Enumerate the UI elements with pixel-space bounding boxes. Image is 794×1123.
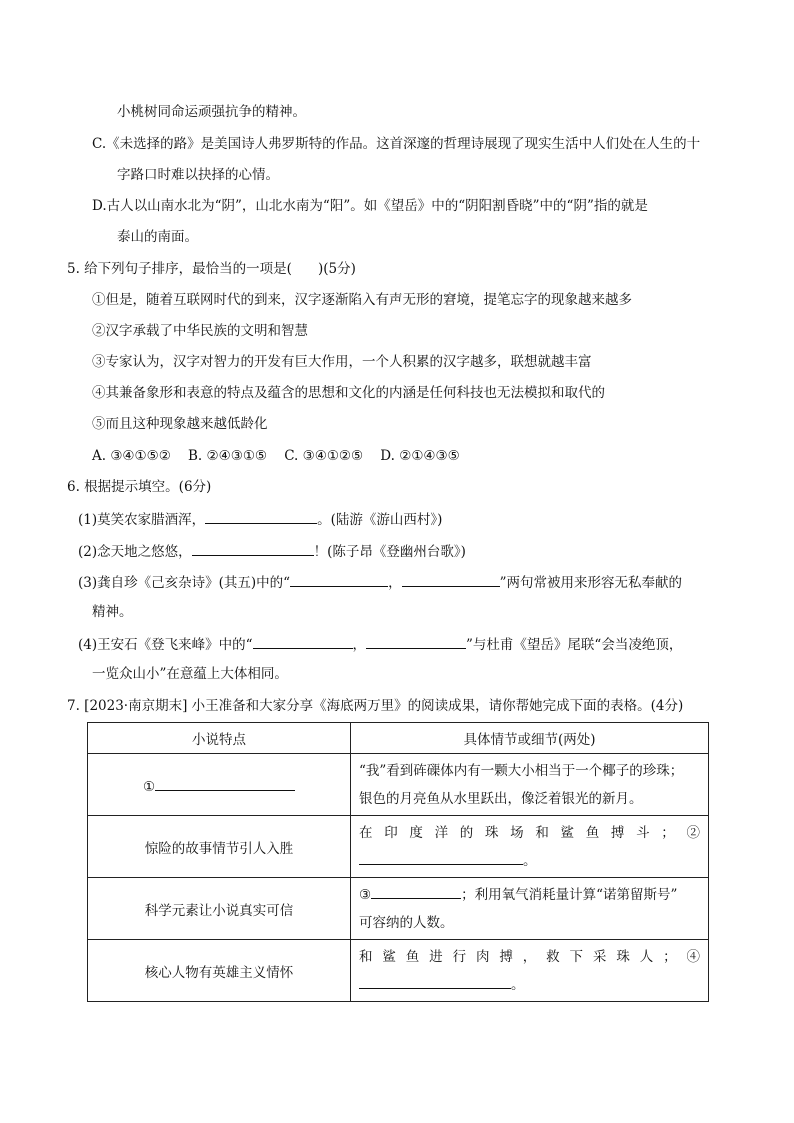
q5-sentence-5: ⑤而且这种现象越来越低龄化 — [92, 416, 268, 432]
q5-sentence-4: ④其兼备象形和表意的特点及蕴含的思想和文化的内涵是任何科技也无法模拟和取代的 — [92, 385, 605, 401]
table-cell-detail-1 — [351, 754, 709, 816]
detail-1-line1: “我”看到砗磲体内有一颗大小相当于一个椰子的珍珠； — [359, 762, 684, 779]
q6-item-4-prompt: (4)王安石《登飞来峰》中的“ — [78, 637, 253, 653]
table-cell-detail-3 — [351, 878, 709, 940]
q6-item-4-comma: ， — [352, 637, 367, 653]
q6-item-1-blank[interactable] — [205, 508, 317, 524]
q6-item-4-suffix: ”与杜甫《望岳》尾联“会当凌绝顶， — [466, 637, 683, 653]
q6-stem: 6. 根据提示填空。(6分) — [67, 479, 212, 495]
q7-stem: 7. [2023·南京期末] 小王准备和大家分享《海底两万里》的阅读成果，请你帮她完成下面的表格。(4分) — [67, 698, 684, 714]
q6-item-4 — [78, 633, 682, 655]
detail-4-line1: 和鲨鱼进行肉搏，救下采珠人；④ — [359, 948, 700, 965]
q6-item-3-prompt: (3)龚自珍《己亥杂诗》(其五)中的“ — [78, 575, 291, 591]
q6-item-1-source: 。(陆游《游山西村》) — [317, 512, 443, 528]
q5-points: )(5分) — [317, 261, 356, 277]
detail-2-period: 。 — [523, 852, 537, 869]
table-header-row — [88, 723, 709, 754]
table-blank-3[interactable] — [371, 883, 461, 899]
q6-item-2 — [78, 540, 466, 562]
table-cell-detail-4 — [351, 940, 709, 1002]
detail-3-text: ；利用氧气消耗量计算“诺第留斯号” — [461, 886, 678, 903]
table-cell-feature-3: 科学元素让小说真实可信 — [88, 878, 351, 940]
detail-1-line2: 银色的月亮鱼从水里跃出，像泛着银光的新月。 — [359, 790, 643, 807]
q5-sentence-3: ③专家认为，汉字对智力的开发有巨大作用，一个人积累的汉字越多，联想就越丰富 — [92, 354, 592, 370]
detail-2-line1: 在印度洋的珠场和鲨鱼搏斗；② — [359, 824, 700, 841]
q6-item-3 — [78, 571, 682, 593]
table-cell-feature-1 — [88, 754, 351, 816]
q4-option-c-line2: 字路口时难以抉择的心情。 — [117, 167, 279, 183]
table-row — [88, 940, 709, 1002]
q6-item-1-prompt: (1)莫笑农家腊酒浑， — [78, 512, 206, 528]
q6-item-1 — [78, 508, 442, 530]
table-cell-detail-2 — [351, 816, 709, 878]
table-blank-1[interactable] — [155, 775, 295, 791]
table-cell-feature-4: 核心人物有英雄主义情怀 — [88, 940, 351, 1002]
table-blank-2[interactable] — [359, 849, 523, 865]
q5-options: A. ③④①⑤② B. ②④③①⑤ C. ③④①②⑤ D. ②①④③⑤ — [92, 448, 460, 464]
q6-item-2-source: ！(陈子昂《登幽州台歌》) — [313, 544, 466, 560]
q6-item-4-blank-2[interactable] — [366, 633, 466, 649]
q6-item-3-blank-2[interactable] — [402, 571, 500, 587]
q6-item-3-cont: 精神。 — [92, 604, 133, 620]
blank-marker-3: ③ — [359, 886, 372, 903]
q6-item-3-suffix: ”两句常被用来形容无私奉献的 — [499, 575, 682, 591]
table-header-details: 具体情节或细节(两处) — [351, 723, 709, 754]
table-row — [88, 754, 709, 816]
q6-item-2-blank[interactable] — [192, 540, 314, 556]
q4-option-c-line1: C.《未选择的路》是美国诗人弗罗斯特的作品。这首深邃的哲理诗展现了现实生活中人们处在人生的十 — [92, 136, 701, 152]
q4-option-d-line1: D.古人以山南水北为“阴”，山北水南为“阳”。如《望岳》中的“阴阳割昏晓”中的“阴”指的就是 — [92, 198, 648, 214]
q7-table — [87, 722, 709, 1002]
detail-2-line2 — [359, 847, 700, 875]
q6-item-3-comma: ， — [388, 575, 402, 591]
q5-stem — [67, 259, 356, 279]
q5-sentence-1: ①但是，随着互联网时代的到来，汉字逐渐陷入有声无形的窘境，提笔忘字的现象越来越多 — [92, 292, 632, 308]
table-row — [88, 878, 709, 940]
detail-3-line2: 可容纳的人数。 — [359, 914, 454, 931]
detail-4-period: 。 — [511, 976, 525, 993]
q6-item-2-prompt: (2)念天地之悠悠， — [78, 544, 192, 560]
q4-option-d-line2: 泰山的南面。 — [117, 229, 198, 245]
q6-item-4-blank-1[interactable] — [253, 633, 353, 649]
table-cell-feature-2: 惊险的故事情节引人入胜 — [88, 816, 351, 878]
detail-3-line1 — [359, 881, 700, 909]
blank-marker-1: ① — [142, 778, 156, 795]
q5-stem-text: 5. 给下列句子排序，最恰当的一项是( — [67, 261, 292, 277]
table-row — [88, 816, 709, 878]
q4-option-b-continuation: 小桃树同命运顽强抗争的精神。 — [117, 104, 306, 120]
q6-item-4-cont: 一览众山小”在意蕴上大体相同。 — [92, 666, 288, 682]
q5-sentence-2: ②汉字承载了中华民族的文明和智慧 — [92, 323, 308, 339]
q6-item-3-blank-1[interactable] — [290, 571, 388, 587]
table-header-feature: 小说特点 — [88, 723, 351, 754]
detail-4-line2 — [359, 971, 700, 999]
table-blank-4[interactable] — [359, 973, 511, 989]
